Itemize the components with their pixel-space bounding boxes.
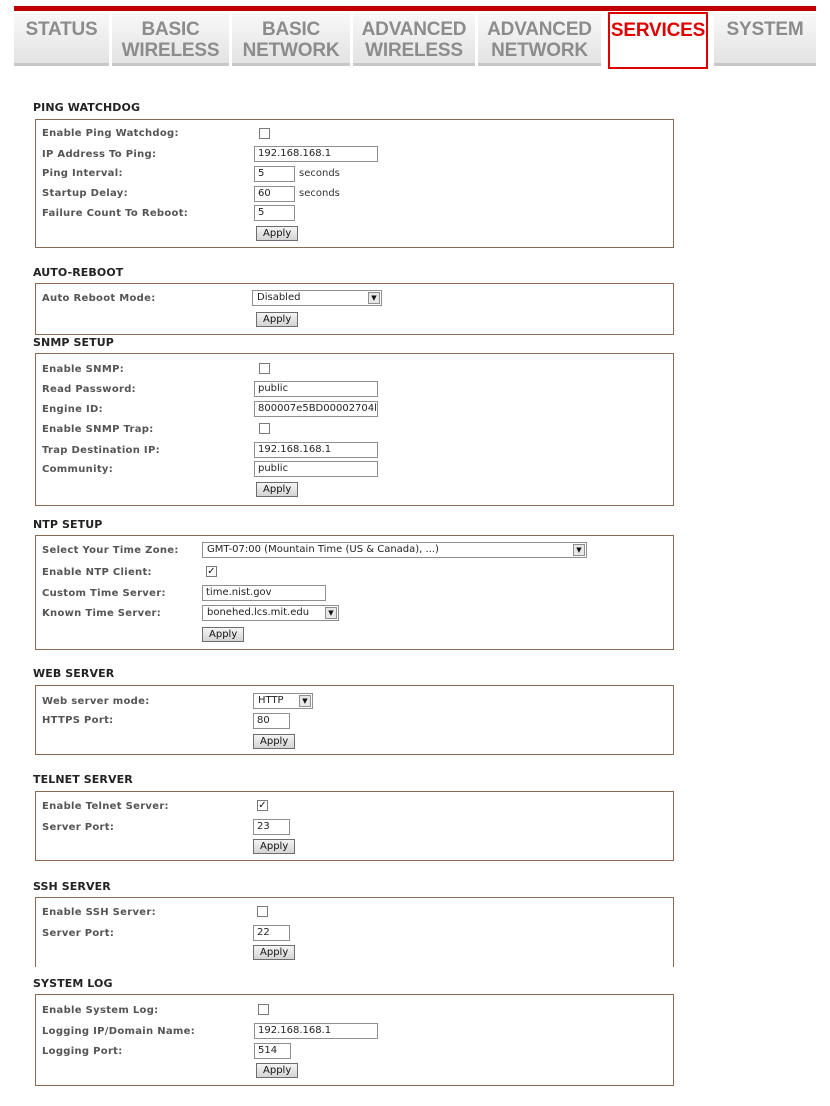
chevron-down-icon: ▼ bbox=[299, 695, 311, 707]
ip-to-ping-label: IP Address To Ping: bbox=[42, 149, 157, 160]
time-zone-label: Select Your Time Zone: bbox=[42, 545, 179, 556]
ping-apply-button[interactable]: Apply bbox=[256, 226, 298, 241]
ping-watchdog-panel bbox=[35, 119, 674, 248]
ip-to-ping-input[interactable]: 192.168.168.1 bbox=[254, 146, 378, 162]
failure-count-input[interactable]: 5 bbox=[254, 205, 295, 221]
enable-ping-watchdog-label: Enable Ping Watchdog: bbox=[42, 128, 179, 139]
chevron-down-icon: ▼ bbox=[573, 544, 585, 556]
custom-time-server-label: Custom Time Server: bbox=[42, 588, 166, 599]
tab-advanced-network[interactable]: ADVANCED NETWORK bbox=[478, 13, 601, 66]
tab-status[interactable]: STATUS bbox=[14, 13, 109, 66]
logging-port-input[interactable]: 514 bbox=[254, 1043, 291, 1059]
known-time-server-label: Known Time Server: bbox=[42, 608, 162, 619]
startup-delay-input[interactable]: 60 bbox=[254, 186, 295, 202]
https-port-label: HTTPS Port: bbox=[42, 715, 114, 726]
community-label: Community: bbox=[42, 464, 114, 475]
enable-telnet-checkbox[interactable]: ✓ bbox=[258, 800, 267, 811]
enable-ntp-client-checkbox[interactable]: ✓ bbox=[207, 566, 216, 577]
ping-watchdog-title: PING WATCHDOG bbox=[33, 101, 141, 114]
enable-snmp-trap-label: Enable SNMP Trap: bbox=[42, 424, 154, 435]
enable-ssh-label: Enable SSH Server: bbox=[42, 907, 156, 918]
tab-advanced-wireless[interactable]: ADVANCED WIRELESS bbox=[353, 13, 475, 66]
telnet-server-panel bbox=[35, 791, 674, 861]
tab-basic-wireless[interactable]: BASIC WIRELESS bbox=[112, 13, 229, 66]
snmp-setup-panel bbox=[35, 353, 674, 506]
ntp-setup-panel bbox=[35, 535, 674, 650]
ping-interval-label: Ping Interval: bbox=[42, 168, 123, 179]
chevron-down-icon: ▼ bbox=[325, 607, 337, 619]
auto-reboot-apply-button[interactable]: Apply bbox=[256, 312, 298, 327]
ssh-server-title: SSH SERVER bbox=[33, 880, 111, 893]
ntp-setup-title: NTP SETUP bbox=[33, 518, 103, 531]
web-server-title: WEB SERVER bbox=[33, 667, 115, 680]
tab-basic-network[interactable]: BASIC NETWORK bbox=[232, 13, 350, 66]
engine-id-input[interactable]: 800007e5BD00002704l bbox=[254, 401, 378, 417]
telnet-apply-button[interactable]: Apply bbox=[253, 839, 295, 854]
trap-destination-label: Trap Destination IP: bbox=[42, 445, 160, 456]
system-log-title: SYSTEM LOG bbox=[33, 977, 113, 990]
web-server-mode-label: Web server mode: bbox=[42, 696, 150, 707]
community-input[interactable]: public bbox=[254, 461, 378, 477]
ntp-apply-button[interactable]: Apply bbox=[202, 627, 244, 642]
startup-delay-unit: seconds bbox=[299, 188, 340, 199]
enable-snmp-trap-checkbox[interactable] bbox=[259, 423, 270, 434]
enable-snmp-label: Enable SNMP: bbox=[42, 364, 124, 375]
enable-ping-watchdog-checkbox[interactable] bbox=[259, 128, 270, 139]
enable-telnet-label: Enable Telnet Server: bbox=[42, 801, 169, 812]
logging-ip-input[interactable]: 192.168.168.1 bbox=[254, 1023, 378, 1039]
enable-ssh-checkbox[interactable] bbox=[257, 906, 268, 917]
web-server-panel bbox=[35, 685, 674, 755]
https-port-input[interactable]: 80 bbox=[253, 713, 290, 729]
tab-services[interactable]: SERVICES bbox=[608, 12, 708, 69]
known-time-server-select[interactable]: bonehed.lcs.mit.edu ▼ bbox=[202, 605, 339, 621]
startup-delay-label: Startup Delay: bbox=[42, 188, 128, 199]
enable-ntp-client-label: Enable NTP Client: bbox=[42, 567, 152, 578]
read-password-input[interactable]: public bbox=[254, 381, 378, 397]
telnet-port-label: Server Port: bbox=[42, 822, 115, 833]
enable-snmp-checkbox[interactable] bbox=[259, 363, 270, 374]
ssh-port-input[interactable]: 22 bbox=[253, 925, 290, 941]
ping-interval-input[interactable]: 5 bbox=[254, 166, 295, 182]
logging-port-label: Logging Port: bbox=[42, 1046, 123, 1057]
chevron-down-icon: ▼ bbox=[368, 292, 380, 304]
web-server-mode-select[interactable]: HTTP ▼ bbox=[253, 693, 313, 709]
system-log-panel bbox=[35, 994, 674, 1086]
custom-time-server-input[interactable]: time.nist.gov bbox=[202, 585, 326, 601]
snmp-setup-title: SNMP SETUP bbox=[33, 336, 114, 349]
system-log-apply-button[interactable]: Apply bbox=[256, 1063, 298, 1078]
tab-system[interactable]: SYSTEM bbox=[714, 13, 816, 66]
web-server-apply-button[interactable]: Apply bbox=[253, 734, 295, 749]
ssh-server-panel bbox=[35, 897, 674, 967]
snmp-apply-button[interactable]: Apply bbox=[256, 482, 298, 497]
read-password-label: Read Password: bbox=[42, 384, 136, 395]
enable-system-log-label: Enable System Log: bbox=[42, 1005, 159, 1016]
auto-reboot-title: AUTO-REBOOT bbox=[33, 266, 124, 279]
auto-reboot-panel bbox=[35, 283, 674, 335]
enable-system-log-checkbox[interactable] bbox=[258, 1004, 269, 1015]
telnet-server-title: TELNET SERVER bbox=[33, 773, 133, 786]
ping-interval-unit: seconds bbox=[299, 168, 340, 179]
ssh-port-label: Server Port: bbox=[42, 928, 115, 939]
main-nav-tabs bbox=[14, 11, 816, 68]
engine-id-label: Engine ID: bbox=[42, 404, 103, 415]
failure-count-label: Failure Count To Reboot: bbox=[42, 208, 189, 219]
auto-reboot-mode-label: Auto Reboot Mode: bbox=[42, 293, 156, 304]
ssh-apply-button[interactable]: Apply bbox=[253, 945, 295, 960]
telnet-port-input[interactable]: 23 bbox=[253, 819, 290, 835]
trap-destination-input[interactable]: 192.168.168.1 bbox=[254, 442, 378, 458]
logging-ip-label: Logging IP/Domain Name: bbox=[42, 1026, 196, 1037]
time-zone-select[interactable]: GMT-07:00 (Mountain Time (US & Canada), ...) ▼ bbox=[202, 542, 587, 558]
auto-reboot-mode-select[interactable]: Disabled ▼ bbox=[252, 290, 382, 306]
